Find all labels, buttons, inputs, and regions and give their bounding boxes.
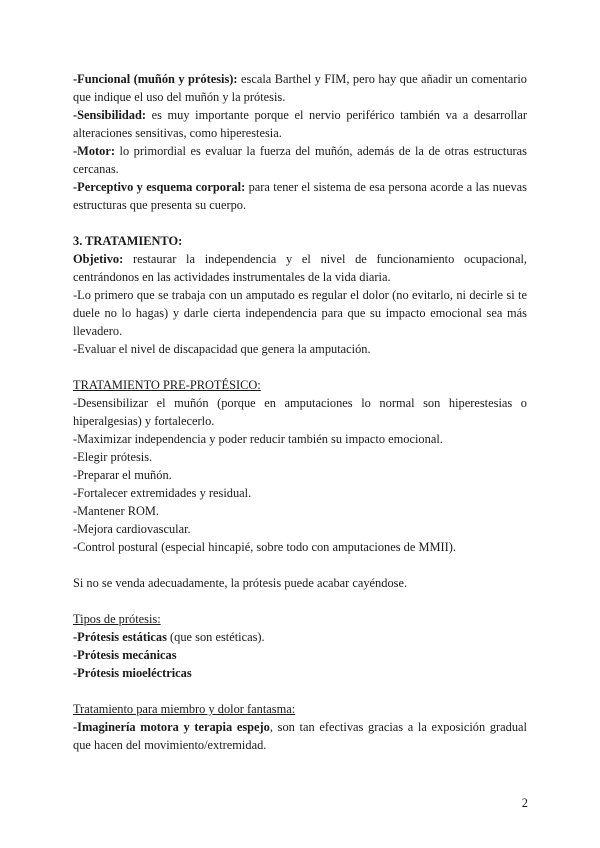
fantasma-text: , son tan efectivas gracias a la exposición gradual que hacen del movimiento/extremidad. (73, 720, 527, 752)
fantasma-heading: Tratamiento para miembro y dolor fantasma: (73, 702, 296, 716)
eval-sensibilidad-label: -Sensibilidad: (73, 108, 146, 122)
objetivo-label: Objetivo: (73, 252, 124, 266)
fantasma-bold: -Imaginería motora y terapia espejo (73, 720, 270, 734)
eval-motor (73, 142, 527, 178)
preprotesico-heading: TRATAMIENTO PRE-PROTÉSICO: (73, 378, 261, 392)
objetivo-paragraph (73, 250, 527, 286)
document-page (73, 70, 527, 754)
tratamiento-line-dolor: -Lo primero que se trabaja con un amputado es regular el dolor (no evitarlo, ni decirle si te duele no lo hagas) y darle cierta independencia para que su impacto emocional sea más llevadero. (73, 288, 527, 338)
eval-funcional-text: escala Barthel y FIM, pero hay que añadir un comentario que indique el uso del muñón y la prótesis. (73, 72, 528, 104)
eval-perceptivo (73, 178, 527, 214)
preprotesico-item: -Desensibilizar el muñón (porque en amputaciones lo normal son hiperestesias o hiperalgesias) y fortalecerlo. (73, 396, 527, 428)
eval-perceptivo-text: para tener el sistema de esa persona acorde a las nuevas estructuras que presenta su cuerpo. (73, 180, 527, 212)
fantasma-paragraph (73, 718, 527, 754)
eval-motor-label: -Motor: (73, 144, 115, 158)
preprotesico-item: -Control postural (especial hincapié, sobre todo con amputaciones de MMII). (73, 540, 456, 554)
preprotesico-item: -Mejora cardiovascular. (73, 522, 191, 536)
eval-funcional-label: -Funcional (muñón y prótesis): (73, 72, 238, 86)
preprotesico-item: -Mantener ROM. (73, 504, 160, 518)
tipo-mioelectricas (73, 664, 527, 682)
eval-motor-text: lo primordial es evaluar la fuerza del muñón, además de la de otras estructuras cercanas. (73, 144, 527, 176)
preprotesico-item: -Elegir prótesis. (73, 450, 153, 464)
venda-note: Si no se venda adecuadamente, la prótesis puede acabar cayéndose. (73, 576, 408, 590)
tipo-mioelectricas-label: -Prótesis mioeléctricas (73, 666, 192, 680)
tipo-mecanicas (73, 646, 527, 664)
tipo-estaticas-text: (que son estéticas). (166, 630, 265, 644)
eval-sensibilidad (73, 106, 527, 142)
page-number: 2 (521, 796, 528, 810)
eval-sensibilidad-text: es muy importante porque el nervio periférico también va a desarrollar alteraciones sensitivas, como hiperestesia. (73, 108, 527, 140)
tipo-estaticas (73, 628, 527, 646)
tipo-estaticas-label: -Prótesis estáticas (73, 630, 167, 644)
tratamiento-line-evaluar: -Evaluar el nivel de discapacidad que genera la amputación. (73, 342, 371, 356)
tipos-heading: Tipos de prótesis: (73, 612, 161, 626)
tratamiento-heading: 3. TRATAMIENTO: (73, 234, 183, 248)
preprotesico-item: -Preparar el muñón. (73, 468, 172, 482)
preprotesico-item: -Fortalecer extremidades y residual. (73, 486, 252, 500)
eval-perceptivo-label: -Perceptivo y esquema corporal: (73, 180, 246, 194)
eval-funcional (73, 70, 527, 106)
tipo-mecanicas-label: -Prótesis mecánicas (73, 648, 177, 662)
objetivo-text: restaurar la independencia y el nivel de funcionamiento ocupacional, centrándonos en las actividades instrumentales de la vida diaria. (73, 252, 527, 284)
preprotesico-item: -Maximizar independencia y poder reducir también su impacto emocional. (73, 432, 443, 446)
